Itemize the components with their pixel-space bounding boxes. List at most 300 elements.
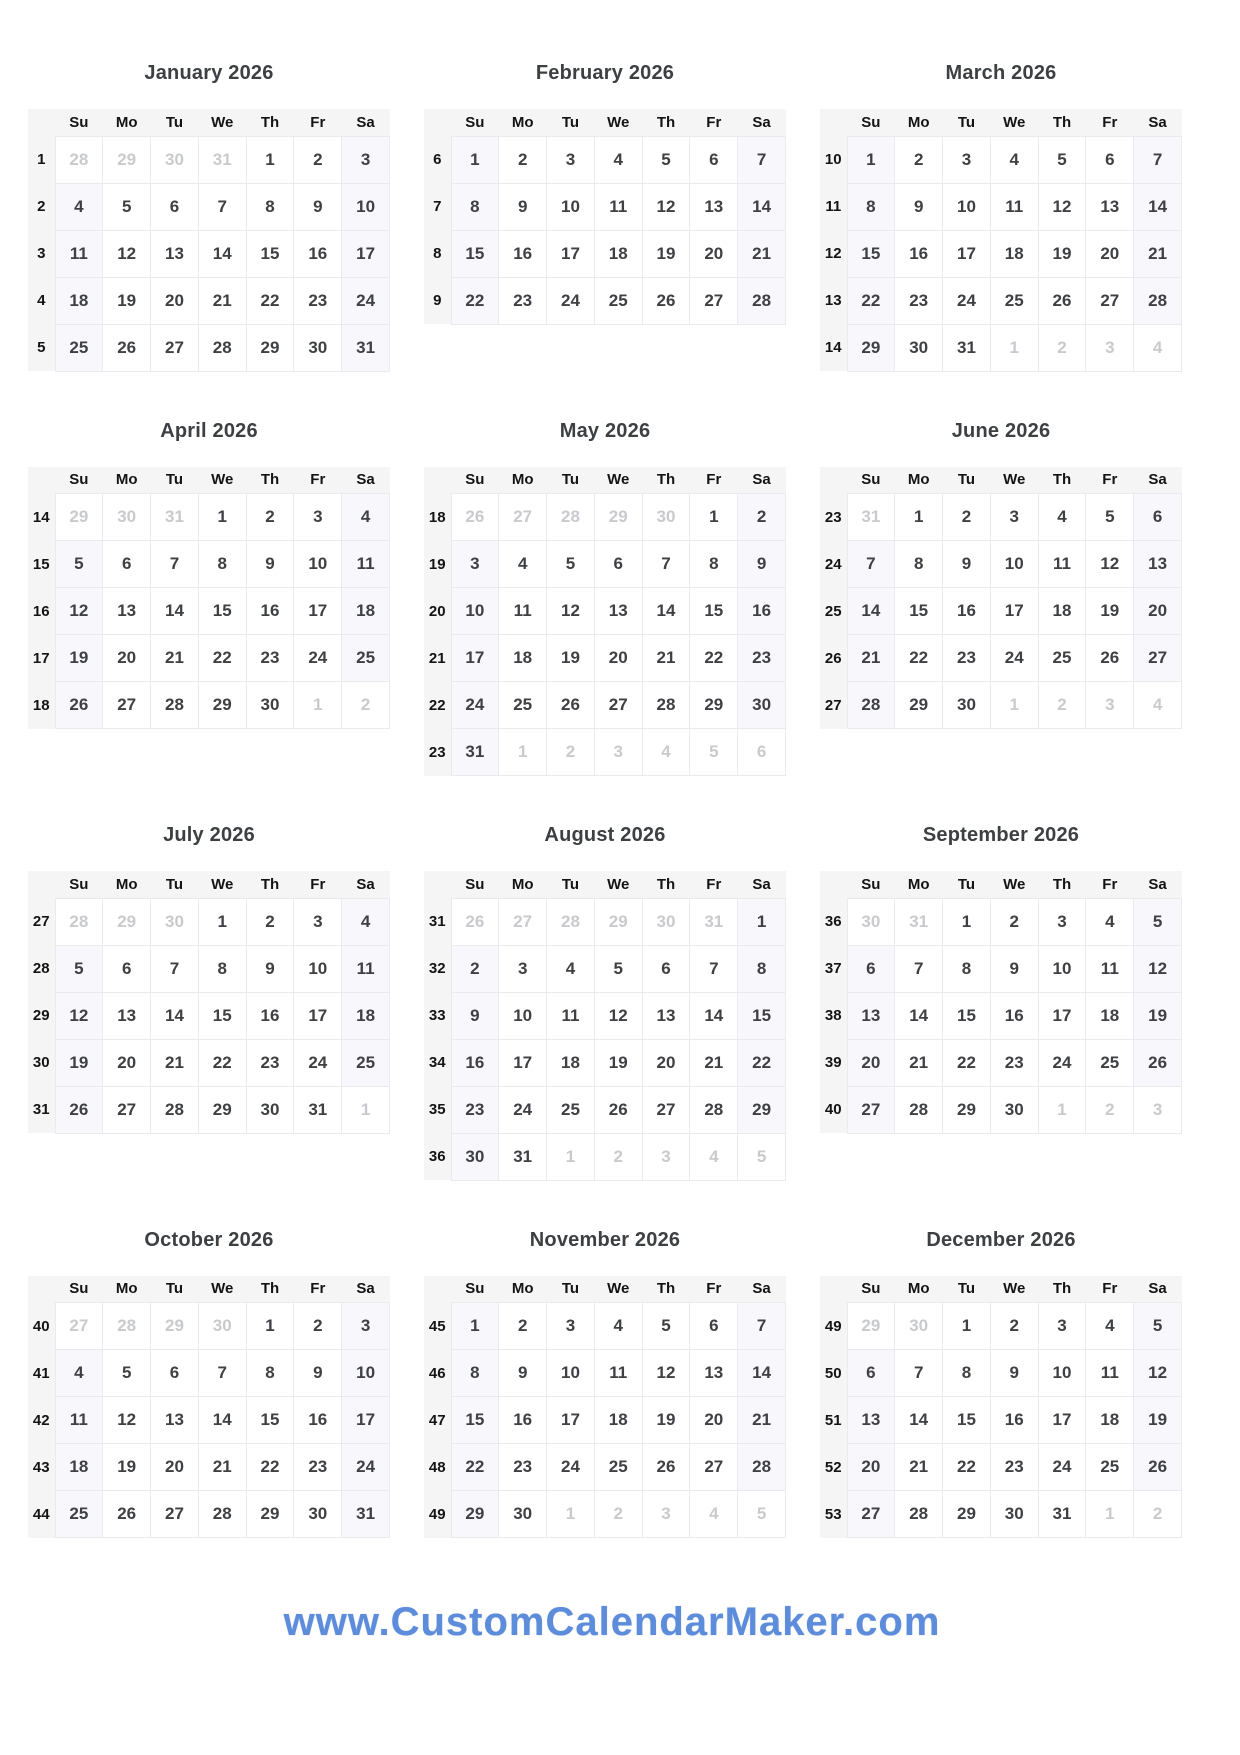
day-cell: 18 (594, 230, 642, 277)
day-header-we: We (198, 871, 246, 898)
day-cell: 22 (451, 1444, 499, 1491)
day-cell: 29 (943, 1086, 991, 1133)
week-row (424, 136, 786, 183)
week-row (28, 1303, 390, 1350)
day-cell: 11 (499, 588, 547, 635)
day-cell: 8 (690, 541, 738, 588)
day-cell: 3 (451, 541, 499, 588)
day-cell: 16 (499, 1397, 547, 1444)
week-row (424, 1039, 786, 1086)
day-cell: 6 (690, 1303, 738, 1350)
day-cell: 6 (1134, 494, 1182, 541)
day-cell: 10 (547, 1350, 595, 1397)
day-header-we: We (990, 871, 1038, 898)
week-number: 42 (28, 1397, 55, 1444)
day-cell: 14 (198, 230, 246, 277)
day-cell-adjacent-month: 2 (1134, 1491, 1182, 1538)
month-grid-may (424, 467, 786, 777)
day-cell: 1 (198, 494, 246, 541)
day-cell: 11 (547, 992, 595, 1039)
day-cell: 13 (690, 1350, 738, 1397)
day-cell: 3 (943, 136, 991, 183)
day-cell: 15 (943, 1397, 991, 1444)
month-december (820, 1229, 1182, 1539)
day-cell: 17 (1038, 992, 1086, 1039)
week-number: 32 (424, 945, 451, 992)
month-grid-april (28, 467, 390, 730)
day-cell: 1 (943, 898, 991, 945)
day-cell: 23 (990, 1444, 1038, 1491)
day-cell: 8 (198, 541, 246, 588)
day-cell-adjacent-month: 2 (1038, 324, 1086, 371)
week-number: 34 (424, 1039, 451, 1086)
week-number: 8 (424, 230, 451, 277)
week-row (28, 945, 390, 992)
day-header-th: Th (642, 109, 690, 136)
week-number: 43 (28, 1444, 55, 1491)
month-weeks (820, 1303, 1182, 1538)
day-cell-adjacent-month: 31 (690, 898, 738, 945)
day-cell: 20 (1134, 588, 1182, 635)
day-cell: 19 (1086, 588, 1134, 635)
day-cell: 10 (943, 183, 991, 230)
day-header-we: We (594, 871, 642, 898)
month-weeks (820, 898, 1182, 1133)
week-number: 15 (28, 541, 55, 588)
day-cell: 28 (690, 1086, 738, 1133)
day-header-mo: Mo (499, 467, 547, 494)
day-cell: 15 (198, 992, 246, 1039)
day-cell: 22 (451, 277, 499, 324)
day-cell: 24 (547, 277, 595, 324)
day-cell: 4 (594, 1303, 642, 1350)
day-cell: 24 (943, 277, 991, 324)
day-cell: 25 (990, 277, 1038, 324)
day-cell: 9 (943, 541, 991, 588)
week-number: 22 (424, 682, 451, 729)
week-row (28, 1397, 390, 1444)
day-cell: 17 (294, 588, 342, 635)
day-cell: 2 (738, 494, 786, 541)
day-cell-adjacent-month: 27 (499, 494, 547, 541)
day-cell: 29 (895, 682, 943, 729)
weekday-header-row (424, 1276, 786, 1303)
day-cell-adjacent-month: 1 (1086, 1491, 1134, 1538)
weekday-header-row (424, 109, 786, 136)
day-header-we: We (990, 109, 1038, 136)
day-header-tu: Tu (151, 467, 199, 494)
month-weeks (28, 1303, 390, 1538)
week-row (820, 1039, 1182, 1086)
day-cell: 5 (594, 945, 642, 992)
month-title-january: January 2026 (144, 62, 274, 84)
day-cell-adjacent-month: 3 (594, 729, 642, 776)
week-number: 36 (820, 898, 847, 945)
day-cell: 1 (738, 898, 786, 945)
day-cell: 13 (847, 992, 895, 1039)
day-cell: 6 (1086, 136, 1134, 183)
day-cell: 12 (1038, 183, 1086, 230)
weekday-header-row (28, 871, 390, 898)
day-cell: 3 (990, 494, 1038, 541)
month-grid-november (424, 1276, 786, 1539)
day-cell: 11 (990, 183, 1038, 230)
week-row (820, 1444, 1182, 1491)
month-title-november: November 2026 (529, 1228, 681, 1251)
day-cell: 11 (1038, 541, 1086, 588)
day-cell: 22 (246, 1444, 294, 1491)
day-cell-adjacent-month: 31 (895, 898, 943, 945)
month-title-september: September 2026 (922, 824, 1080, 846)
day-cell: 17 (990, 588, 1038, 635)
day-cell: 15 (943, 992, 991, 1039)
day-cell: 11 (55, 230, 103, 277)
day-cell: 5 (1134, 1303, 1182, 1350)
day-cell: 20 (847, 1039, 895, 1086)
day-header-th: Th (246, 871, 294, 898)
day-cell: 1 (895, 494, 943, 541)
week-row (28, 230, 390, 277)
month-september (820, 824, 1182, 1134)
day-cell: 17 (451, 635, 499, 682)
month-november (424, 1229, 786, 1539)
day-cell: 19 (1038, 230, 1086, 277)
month-weeks (424, 898, 786, 1180)
day-cell-adjacent-month: 1 (990, 682, 1038, 729)
weekday-header-row (424, 871, 786, 898)
day-cell: 16 (294, 230, 342, 277)
week-number: 48 (424, 1444, 451, 1491)
day-cell: 9 (294, 1350, 342, 1397)
day-cell: 22 (847, 277, 895, 324)
day-header-sa: Sa (342, 109, 390, 136)
month-grid-february (424, 109, 786, 325)
day-cell: 18 (990, 230, 1038, 277)
day-cell: 29 (198, 1086, 246, 1133)
day-cell-adjacent-month: 28 (55, 136, 103, 183)
day-header-tu: Tu (943, 109, 991, 136)
day-cell: 23 (246, 1039, 294, 1086)
day-cell: 22 (895, 635, 943, 682)
week-number: 14 (28, 494, 55, 541)
day-cell: 19 (642, 1397, 690, 1444)
day-cell: 13 (690, 183, 738, 230)
day-cell-adjacent-month: 2 (1038, 682, 1086, 729)
week-row (424, 230, 786, 277)
day-cell-adjacent-month: 28 (547, 494, 595, 541)
day-header-fr: Fr (690, 1276, 738, 1303)
day-cell: 27 (103, 682, 151, 729)
day-cell: 10 (1038, 945, 1086, 992)
day-cell-adjacent-month: 29 (847, 1303, 895, 1350)
day-cell: 12 (547, 588, 595, 635)
day-cell: 8 (198, 945, 246, 992)
month-title-march: March 2026 (945, 62, 1057, 84)
day-cell: 30 (246, 1086, 294, 1133)
day-cell: 21 (151, 1039, 199, 1086)
day-header-mo: Mo (499, 1276, 547, 1303)
week-row (28, 898, 390, 945)
week-number: 4 (28, 277, 55, 324)
day-cell: 9 (499, 183, 547, 230)
week-row (820, 230, 1182, 277)
month-weeks (424, 136, 786, 324)
week-row (28, 1444, 390, 1491)
day-cell: 16 (499, 230, 547, 277)
day-cell: 30 (451, 1133, 499, 1180)
day-cell: 14 (895, 992, 943, 1039)
week-row (28, 635, 390, 682)
day-cell: 27 (690, 277, 738, 324)
day-cell: 14 (847, 588, 895, 635)
day-cell-adjacent-month: 5 (738, 1133, 786, 1180)
day-cell: 14 (738, 183, 786, 230)
day-cell: 27 (1086, 277, 1134, 324)
day-cell: 18 (342, 588, 390, 635)
day-cell: 8 (738, 945, 786, 992)
day-cell: 25 (342, 1039, 390, 1086)
day-cell: 4 (547, 945, 595, 992)
day-cell-adjacent-month: 4 (1134, 324, 1182, 371)
day-cell: 18 (342, 992, 390, 1039)
day-cell-adjacent-month: 28 (55, 898, 103, 945)
day-cell: 24 (342, 277, 390, 324)
day-cell: 28 (847, 682, 895, 729)
weekday-header-row (28, 467, 390, 494)
day-cell: 14 (738, 1350, 786, 1397)
day-cell: 5 (55, 945, 103, 992)
day-cell: 24 (451, 682, 499, 729)
day-cell: 7 (895, 945, 943, 992)
day-cell: 7 (738, 1303, 786, 1350)
month-grid-august (424, 871, 786, 1181)
day-cell: 24 (990, 635, 1038, 682)
day-cell-adjacent-month: 26 (451, 494, 499, 541)
day-cell: 9 (499, 1350, 547, 1397)
day-cell: 7 (690, 945, 738, 992)
day-header-su: Su (451, 1276, 499, 1303)
day-cell-adjacent-month: 29 (103, 136, 151, 183)
week-row (28, 588, 390, 635)
day-cell-adjacent-month: 3 (642, 1491, 690, 1538)
day-cell: 26 (55, 682, 103, 729)
day-header-sa: Sa (342, 871, 390, 898)
day-cell: 21 (847, 635, 895, 682)
day-cell: 1 (451, 136, 499, 183)
day-header-tu: Tu (547, 871, 595, 898)
day-cell: 11 (594, 183, 642, 230)
week-column-corner (820, 1276, 847, 1303)
day-cell: 9 (246, 945, 294, 992)
day-cell: 13 (151, 1397, 199, 1444)
day-cell: 16 (990, 992, 1038, 1039)
weekday-header-row (28, 1276, 390, 1303)
day-cell: 17 (294, 992, 342, 1039)
day-cell: 30 (499, 1491, 547, 1538)
day-cell-adjacent-month: 5 (738, 1491, 786, 1538)
day-cell: 31 (943, 324, 991, 371)
day-cell-adjacent-month: 1 (499, 729, 547, 776)
week-number: 23 (424, 729, 451, 776)
day-cell: 30 (246, 682, 294, 729)
week-number: 35 (424, 1086, 451, 1133)
week-number: 27 (28, 898, 55, 945)
day-header-we: We (990, 1276, 1038, 1303)
day-cell: 12 (642, 1350, 690, 1397)
month-january (28, 62, 390, 372)
day-cell: 23 (943, 635, 991, 682)
day-header-th: Th (1038, 1276, 1086, 1303)
day-header-th: Th (1038, 871, 1086, 898)
day-cell: 25 (342, 635, 390, 682)
weekday-header-row (820, 109, 1182, 136)
week-row (820, 635, 1182, 682)
week-row (424, 1086, 786, 1133)
week-number: 27 (820, 682, 847, 729)
day-cell: 22 (198, 1039, 246, 1086)
week-row (424, 945, 786, 992)
weekday-header-row (820, 1276, 1182, 1303)
day-cell-adjacent-month: 1 (547, 1491, 595, 1538)
week-row (424, 1350, 786, 1397)
day-cell: 14 (1134, 183, 1182, 230)
day-cell: 19 (103, 1444, 151, 1491)
day-cell-adjacent-month: 2 (1086, 1086, 1134, 1133)
month-title-april: April 2026 (160, 419, 258, 442)
week-number: 2 (28, 183, 55, 230)
month-weeks (820, 494, 1182, 729)
day-cell: 25 (1086, 1039, 1134, 1086)
day-cell: 2 (246, 898, 294, 945)
day-cell: 25 (499, 682, 547, 729)
weekday-header-row (820, 467, 1182, 494)
week-row (424, 588, 786, 635)
day-cell: 31 (342, 324, 390, 371)
week-number: 13 (820, 277, 847, 324)
day-cell: 17 (342, 1397, 390, 1444)
day-cell: 28 (151, 682, 199, 729)
day-cell: 23 (990, 1039, 1038, 1086)
day-cell: 30 (738, 682, 786, 729)
day-cell: 2 (943, 494, 991, 541)
day-cell: 20 (690, 230, 738, 277)
week-column-corner (424, 871, 451, 898)
week-column-corner (424, 1276, 451, 1303)
day-cell: 17 (342, 230, 390, 277)
day-cell: 2 (294, 1303, 342, 1350)
day-cell: 24 (294, 1039, 342, 1086)
weekday-header-row (28, 871, 390, 898)
day-cell-adjacent-month: 29 (151, 1303, 199, 1350)
day-cell: 29 (246, 324, 294, 371)
day-cell: 27 (642, 1086, 690, 1133)
week-number: 24 (820, 541, 847, 588)
day-cell: 2 (499, 136, 547, 183)
day-cell: 19 (55, 1039, 103, 1086)
day-cell-adjacent-month: 30 (895, 1303, 943, 1350)
day-header-su: Su (55, 467, 103, 494)
day-header-mo: Mo (895, 109, 943, 136)
day-cell: 18 (1086, 992, 1134, 1039)
week-row (28, 277, 390, 324)
day-cell: 17 (499, 1039, 547, 1086)
day-cell: 18 (55, 277, 103, 324)
day-cell: 15 (738, 992, 786, 1039)
day-cell: 30 (895, 324, 943, 371)
day-cell: 23 (738, 635, 786, 682)
day-cell-adjacent-month: 28 (547, 898, 595, 945)
day-cell: 29 (943, 1491, 991, 1538)
day-cell: 26 (642, 277, 690, 324)
day-cell: 16 (738, 588, 786, 635)
weekday-header-row (28, 109, 390, 136)
week-row (424, 729, 786, 776)
day-cell: 25 (594, 277, 642, 324)
day-cell: 6 (103, 945, 151, 992)
day-header-su: Su (847, 1276, 895, 1303)
day-cell-adjacent-month: 31 (847, 494, 895, 541)
day-cell: 28 (1134, 277, 1182, 324)
day-cell: 10 (499, 992, 547, 1039)
day-cell: 15 (451, 1397, 499, 1444)
day-cell: 20 (151, 1444, 199, 1491)
day-cell: 8 (895, 541, 943, 588)
day-header-sa: Sa (342, 1276, 390, 1303)
day-header-tu: Tu (547, 109, 595, 136)
day-cell: 24 (499, 1086, 547, 1133)
day-cell: 12 (1134, 1350, 1182, 1397)
day-cell: 13 (642, 992, 690, 1039)
weekday-header-row (820, 467, 1182, 494)
day-cell: 9 (990, 1350, 1038, 1397)
day-cell-adjacent-month: 1 (342, 1086, 390, 1133)
day-cell-adjacent-month: 1 (294, 682, 342, 729)
day-cell: 27 (690, 1444, 738, 1491)
week-number: 44 (28, 1491, 55, 1538)
day-header-sa: Sa (738, 109, 786, 136)
weekday-header-row (424, 1276, 786, 1303)
day-header-we: We (198, 1276, 246, 1303)
day-cell: 10 (990, 541, 1038, 588)
day-cell: 2 (499, 1303, 547, 1350)
day-cell: 21 (642, 635, 690, 682)
weekday-header-row (28, 467, 390, 494)
day-header-mo: Mo (895, 871, 943, 898)
month-july (28, 824, 390, 1134)
day-header-sa: Sa (1134, 871, 1182, 898)
weekday-header-row (424, 109, 786, 136)
week-number: 28 (28, 945, 55, 992)
week-row (820, 136, 1182, 183)
day-cell: 5 (547, 541, 595, 588)
day-cell: 27 (847, 1086, 895, 1133)
day-cell: 7 (151, 541, 199, 588)
day-cell: 9 (738, 541, 786, 588)
day-cell: 4 (342, 898, 390, 945)
month-title-february: February 2026 (535, 62, 675, 84)
day-cell: 13 (103, 588, 151, 635)
week-number: 52 (820, 1444, 847, 1491)
day-cell: 22 (738, 1039, 786, 1086)
day-cell: 4 (1086, 898, 1134, 945)
day-header-fr: Fr (294, 871, 342, 898)
day-cell-adjacent-month: 3 (1086, 324, 1134, 371)
day-cell: 2 (990, 898, 1038, 945)
day-cell: 10 (342, 1350, 390, 1397)
week-row (28, 183, 390, 230)
day-cell: 26 (55, 1086, 103, 1133)
day-cell: 5 (103, 1350, 151, 1397)
